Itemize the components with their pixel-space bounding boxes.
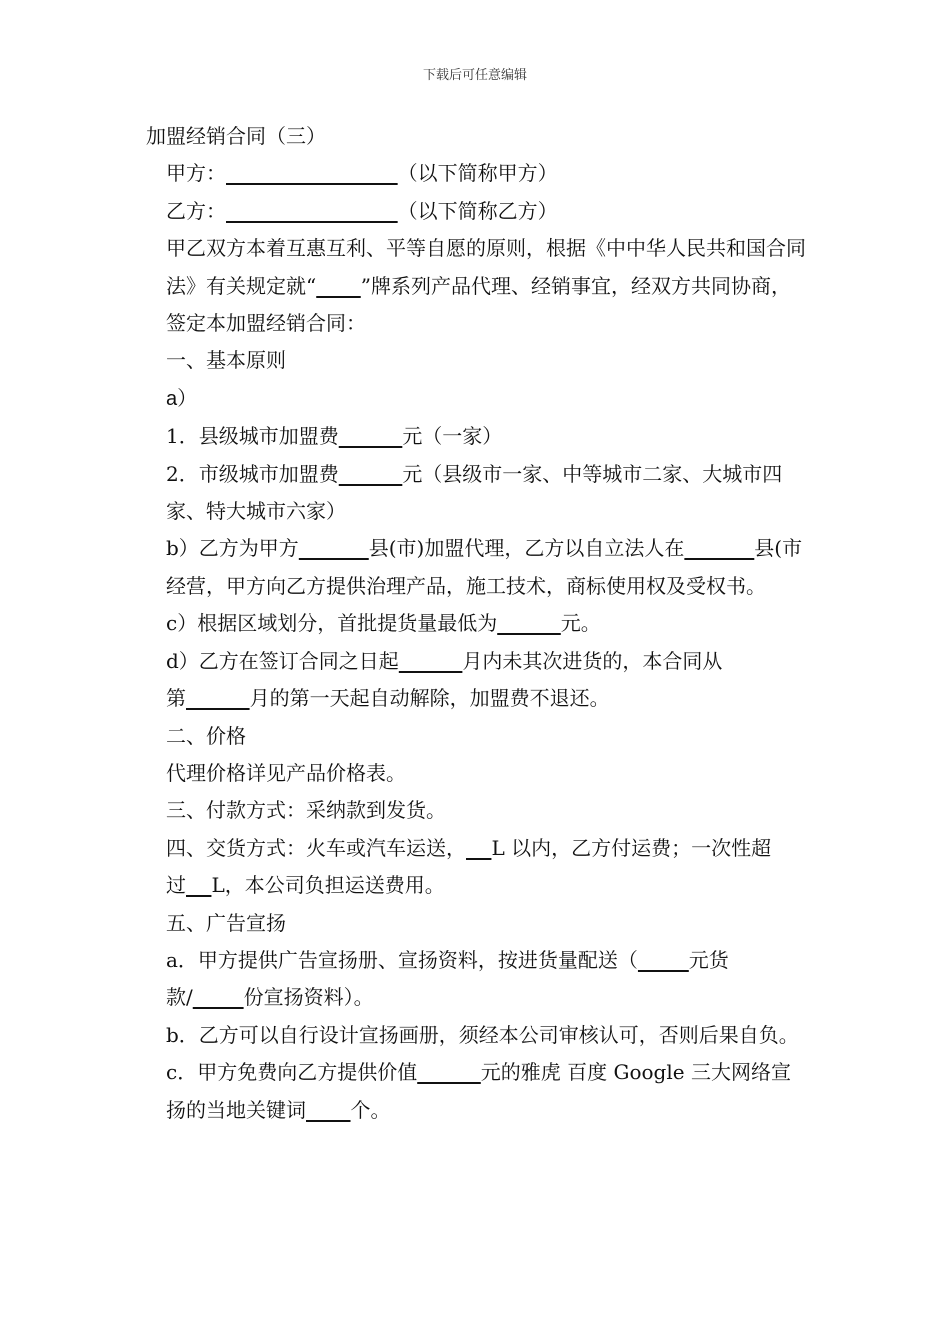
fill-in-blank — [339, 424, 403, 448]
clause-sec1-d — [146, 643, 806, 718]
clause-text: （以下简称乙方） — [397, 198, 558, 223]
clause-text: 县(市经营，甲方向乙方提供治理产品，施工技术，商标使用权及受权书。 — [166, 536, 803, 598]
clause-sec5 — [146, 905, 806, 942]
clause-sec5-b — [146, 1017, 806, 1054]
clause-sec4 — [146, 830, 806, 905]
fill-in-blank — [186, 873, 211, 897]
clause-sec1-c — [146, 605, 806, 642]
clause-sec3 — [146, 792, 806, 829]
clause-text: 1．县级城市加盟费 — [166, 424, 339, 449]
clause-text: ”牌系列产品代理、经销事宜，经双方共同协商，签定本加盟经销合同： — [166, 273, 791, 336]
fill-in-blank — [193, 985, 244, 1009]
fill-in-blank — [684, 536, 754, 560]
fill-in-blank — [186, 686, 250, 710]
clause-text: c）根据区域划分，首批提货量最低为 — [166, 611, 498, 636]
fill-in-blank — [226, 199, 398, 223]
clause-text: 份宣扬资料）。 — [243, 985, 374, 1010]
fill-in-blank — [638, 948, 689, 972]
clause-party-b — [146, 193, 806, 230]
page-header: 下载后可任意编辑 — [422, 68, 527, 83]
contract-clauses — [146, 155, 806, 1129]
clause-text: a．甲方提供广告宣扬册、宣扬资料，按进货量配送（ — [166, 947, 638, 972]
clause-text: 一、基本原则 — [166, 348, 286, 373]
clause-text: d）乙方在签订合同之日起 — [166, 648, 399, 673]
clause-sec5-a — [146, 942, 806, 1017]
fill-in-blank — [339, 462, 403, 486]
clause-text: 代理价格详见产品价格表。 — [166, 760, 406, 785]
clause-text: 2．市级城市加盟费 — [166, 461, 339, 486]
clause-text: 甲方： — [166, 161, 226, 186]
clause-sec2 — [146, 718, 806, 755]
clause-text: 二、价格 — [166, 723, 246, 748]
clause-sec1-a — [146, 380, 806, 418]
clause-text: 元货款/ — [166, 947, 729, 1010]
clause-text: 月的第一天起自动解除，加盟费不退还。 — [249, 686, 610, 711]
fill-in-blank — [299, 536, 369, 560]
fill-in-blank — [417, 1060, 481, 1084]
clause-sec2-body — [146, 755, 806, 792]
clause-text: L 以内，乙方付运费；一次性超过 — [166, 835, 772, 898]
fill-in-blank — [226, 161, 398, 185]
clause-text: 甲乙双方本着互惠互利、平等自愿的原则，根据《中中华人民共和国合同法》有关规定就“ — [166, 236, 806, 298]
clause-text: 元（一家） — [402, 424, 503, 449]
clause-text: 月内未其次进货的，本合同从第 — [166, 648, 723, 711]
clause-text: 元。 — [560, 611, 601, 636]
clause-sec1-b — [146, 530, 806, 605]
clause-sec5-c — [146, 1054, 806, 1129]
clause-text: b．乙方可以自行设计宣扬画册，须经本公司审核认可，否则后果自负。 — [166, 1022, 799, 1047]
fill-in-blank — [399, 649, 463, 673]
clause-text: c．甲方免费向乙方提供价值 — [166, 1060, 418, 1085]
clause-text: 三、付款方式：采纳款到发货。 — [166, 798, 446, 823]
fill-in-blank — [316, 274, 361, 298]
clause-sec1-a1 — [146, 418, 806, 455]
clause-party-a — [146, 155, 806, 192]
clause-text: 四、交货方式：火车或汽车运送， — [166, 835, 466, 860]
clause-text: 五、广告宣扬 — [166, 910, 286, 935]
clause-text: 县(市)加盟代理，乙方以自立法人在 — [368, 536, 685, 561]
contract-title: 加盟经销合同（三） — [146, 124, 326, 148]
clause-text: 元的雅虎 百度 Google 三大网络宣扬的当地关键词 — [166, 1060, 791, 1122]
fill-in-blank — [466, 836, 491, 860]
clause-text: （以下简称甲方） — [397, 161, 558, 186]
contract-body — [146, 118, 806, 1129]
clause-text: b）乙方为甲方 — [166, 536, 299, 561]
clause-text: a） — [166, 387, 198, 410]
fill-in-blank — [497, 611, 561, 635]
clause-text: 个。 — [350, 1097, 391, 1122]
clause-intro — [146, 230, 806, 342]
clause-text: L，本公司负担运送费用。 — [211, 873, 445, 898]
clause-text: 乙方： — [166, 198, 226, 223]
clause-text: 元（县级市一家、中等城市二家、大城市四家、特大城市六家） — [166, 461, 783, 524]
clause-sec1-a2 — [146, 456, 806, 531]
fill-in-blank — [306, 1098, 351, 1122]
clause-sec1 — [146, 342, 806, 379]
